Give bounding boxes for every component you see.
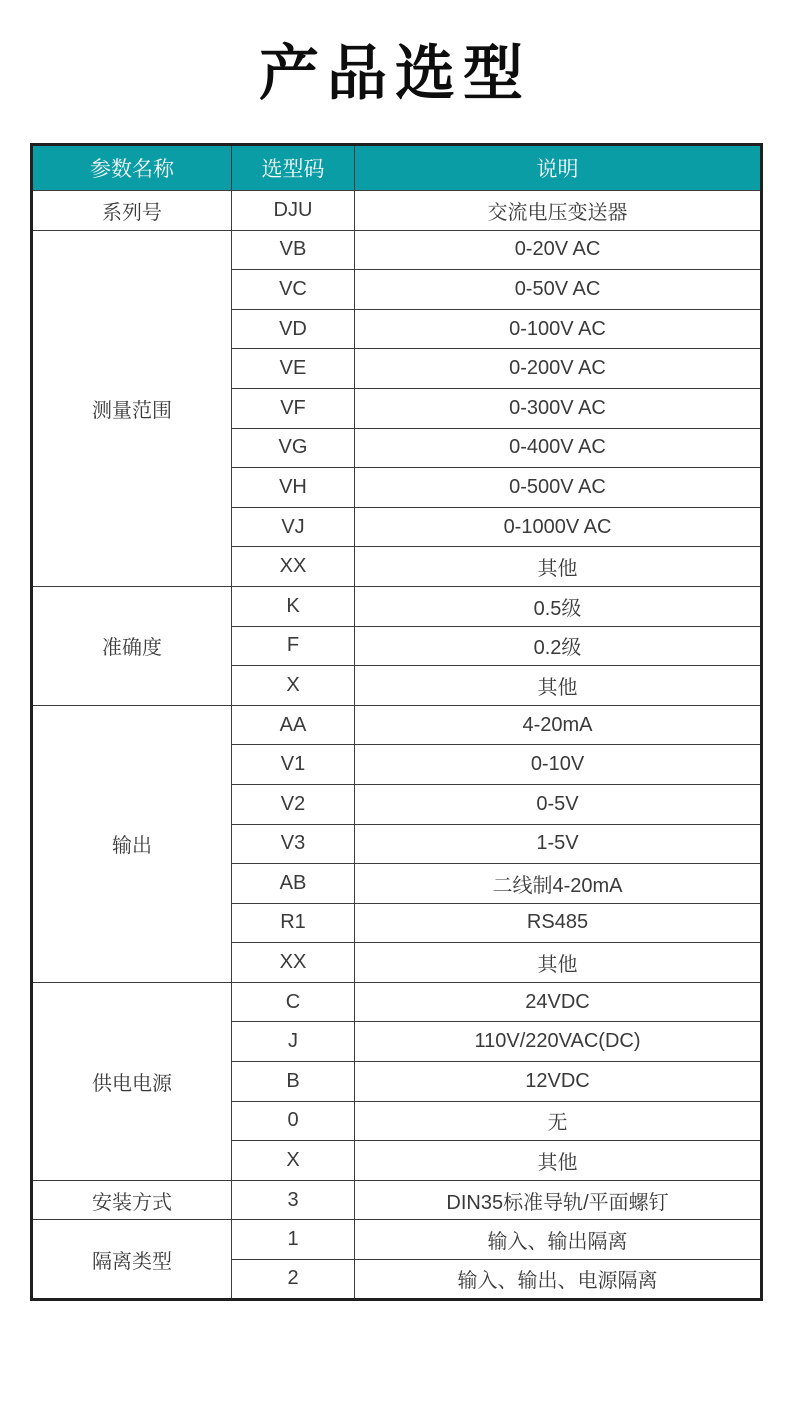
description-cell: 0-50V AC bbox=[355, 270, 762, 310]
selection-code-cell: K bbox=[232, 586, 355, 626]
selection-code-cell: VG bbox=[232, 428, 355, 468]
description-cell: 0.5级 bbox=[355, 586, 762, 626]
description-cell: 4-20mA bbox=[355, 705, 762, 745]
selection-code-cell: C bbox=[232, 982, 355, 1022]
description-cell: 其他 bbox=[355, 666, 762, 706]
selection-code-cell: XX bbox=[232, 547, 355, 587]
table-row bbox=[32, 1180, 762, 1220]
param-name-cell: 隔离类型 bbox=[32, 1220, 232, 1299]
description-cell: 110V/220VAC(DC) bbox=[355, 1022, 762, 1062]
param-name-cell: 测量范围 bbox=[32, 230, 232, 586]
selection-code-cell: VC bbox=[232, 270, 355, 310]
param-name-cell: 安装方式 bbox=[32, 1180, 232, 1220]
description-cell: 二线制4-20mA bbox=[355, 864, 762, 904]
table-header-row bbox=[32, 145, 762, 191]
description-cell: 输入、输出、电源隔离 bbox=[355, 1260, 762, 1300]
description-cell: 12VDC bbox=[355, 1062, 762, 1102]
selection-code-cell: VD bbox=[232, 309, 355, 349]
description-cell: 0-500V AC bbox=[355, 468, 762, 508]
description-cell: 0-100V AC bbox=[355, 309, 762, 349]
product-selection-page bbox=[0, 36, 790, 1418]
selection-code-cell: AA bbox=[232, 705, 355, 745]
description-cell: 0-200V AC bbox=[355, 349, 762, 389]
description-cell: 输入、输出隔离 bbox=[355, 1220, 762, 1260]
selection-code-cell: VB bbox=[232, 230, 355, 270]
table-row bbox=[32, 586, 762, 626]
product-selection-table bbox=[30, 143, 763, 1301]
description-cell: DIN35标准导轨/平面螺钉 bbox=[355, 1180, 762, 1220]
selection-code-cell: DJU bbox=[232, 191, 355, 231]
param-name-cell: 准确度 bbox=[32, 586, 232, 705]
description-cell: RS485 bbox=[355, 903, 762, 943]
selection-code-cell: 3 bbox=[232, 1180, 355, 1220]
description-cell: 0.2级 bbox=[355, 626, 762, 666]
param-name-cell: 供电电源 bbox=[32, 982, 232, 1180]
table-row bbox=[32, 1220, 762, 1260]
description-cell: 0-10V bbox=[355, 745, 762, 785]
selection-code-cell: 2 bbox=[232, 1260, 355, 1300]
header-description: 说明 bbox=[355, 145, 762, 191]
selection-code-cell: VE bbox=[232, 349, 355, 389]
description-cell: 其他 bbox=[355, 547, 762, 587]
selection-code-cell: V3 bbox=[232, 824, 355, 864]
table-row bbox=[32, 230, 762, 270]
description-cell: 无 bbox=[355, 1101, 762, 1141]
selection-code-cell: V1 bbox=[232, 745, 355, 785]
header-selection-code: 选型码 bbox=[232, 145, 355, 191]
selection-code-cell: 1 bbox=[232, 1220, 355, 1260]
description-cell: 0-5V bbox=[355, 784, 762, 824]
param-name-cell: 输出 bbox=[32, 705, 232, 982]
description-cell: 交流电压变送器 bbox=[355, 191, 762, 231]
selection-code-cell: X bbox=[232, 666, 355, 706]
table-body bbox=[32, 191, 762, 1300]
selection-code-cell: R1 bbox=[232, 903, 355, 943]
table-header bbox=[32, 145, 762, 191]
selection-code-cell: VH bbox=[232, 468, 355, 508]
description-cell: 0-20V AC bbox=[355, 230, 762, 270]
selection-code-cell: VJ bbox=[232, 507, 355, 547]
selection-code-cell: X bbox=[232, 1141, 355, 1181]
selection-code-cell: XX bbox=[232, 943, 355, 983]
selection-code-cell: VF bbox=[232, 388, 355, 428]
selection-code-cell: F bbox=[232, 626, 355, 666]
description-cell: 0-1000V AC bbox=[355, 507, 762, 547]
description-cell: 0-300V AC bbox=[355, 388, 762, 428]
selection-code-cell: AB bbox=[232, 864, 355, 904]
selection-code-cell: 0 bbox=[232, 1101, 355, 1141]
table-row bbox=[32, 982, 762, 1022]
description-cell: 24VDC bbox=[355, 982, 762, 1022]
table-row bbox=[32, 705, 762, 745]
description-cell: 其他 bbox=[355, 943, 762, 983]
page-title: 产品选型 bbox=[259, 40, 531, 107]
description-cell: 0-400V AC bbox=[355, 428, 762, 468]
selection-code-cell: V2 bbox=[232, 784, 355, 824]
description-cell: 1-5V bbox=[355, 824, 762, 864]
param-name-cell: 系列号 bbox=[32, 191, 232, 231]
description-cell: 其他 bbox=[355, 1141, 762, 1181]
selection-code-cell: J bbox=[232, 1022, 355, 1062]
table-row bbox=[32, 191, 762, 231]
header-parameter-name: 参数名称 bbox=[32, 145, 232, 191]
selection-code-cell: B bbox=[232, 1062, 355, 1102]
